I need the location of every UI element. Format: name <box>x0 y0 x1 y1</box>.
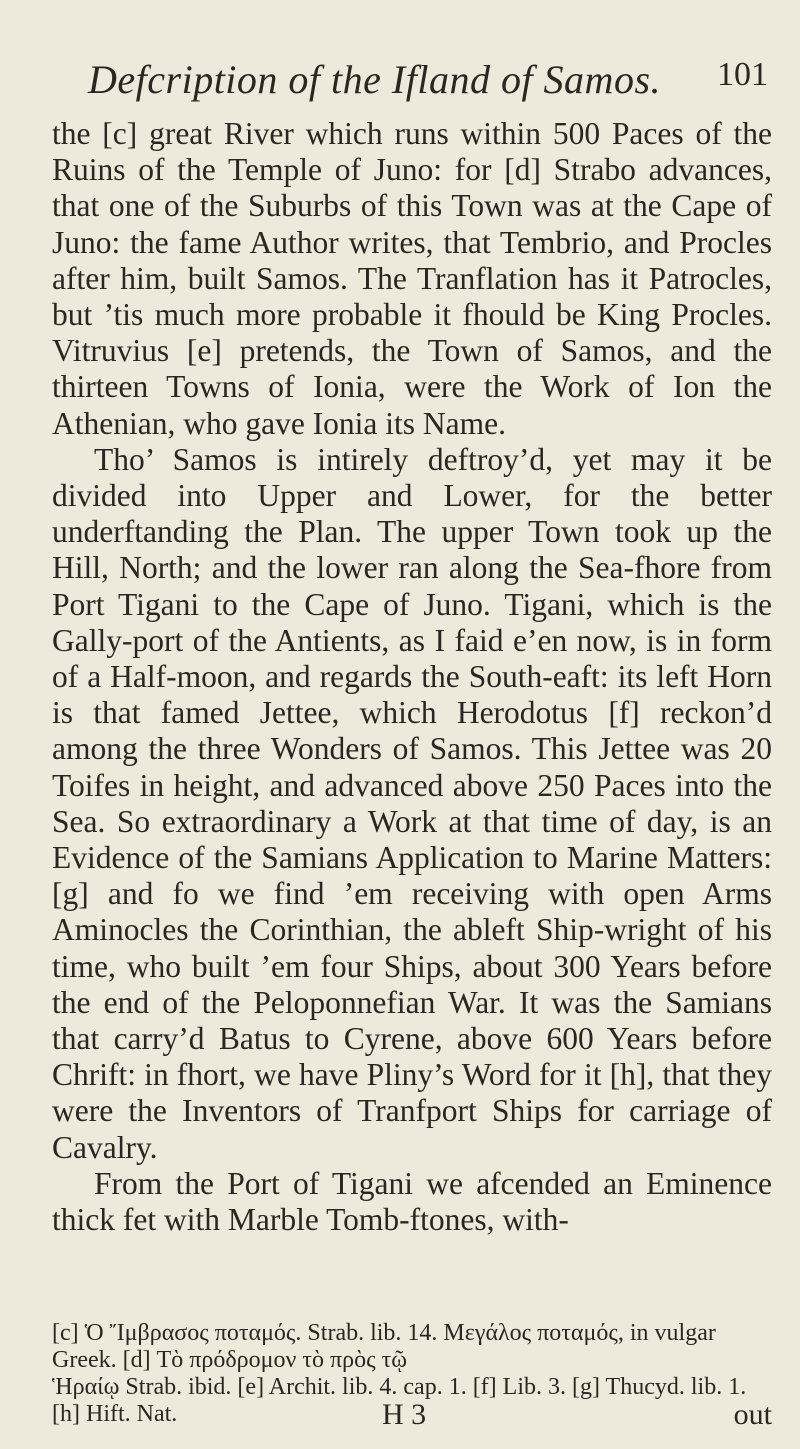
paragraph-1: the [c] great River which runs within 500 Paces of the Ruins of the Temple of Juno: for [d] Strabo advances, that one of the Suburbs of this Town was at the Cape of Juno: the fame Author writes, that Tembrio, and Procles after him, built Samos. The Tranflation has it Patrocles, but ’tis much more probable it fhould be King Procles. Vitruvius [e] pretends, the Town of Samos, and the thirteen Towns of Ionia, were the Work of Ion the Athenian, who gave Ionia its Name. <box>52 116 772 441</box>
signature-mark: H 3 <box>382 1398 427 1431</box>
page-number: 101 <box>717 56 768 93</box>
catchword: out <box>733 1398 772 1431</box>
page-footer <box>52 1398 772 1434</box>
main-text <box>52 116 772 1238</box>
paragraph-2: Tho’ Samos is intirely deftroy’d, yet may it be divided into Upper and Lower, for the better underftanding the Plan. The upper Town took up the Hill, North; and the lower ran along the Sea-fhore from Port Tigani to the Cape of Juno. Tigani, which is the Gally-port of the Antients, as I faid e’en now, is in form of a Half-moon, and regards the South-eaft: its left Horn is that famed Jettee, which Herodotus [f] reckon’d among the three Wonders of Samos. This Jettee was 20 Toifes in height, and advanced above 250 Paces into the Sea. So extraordinary a Work at that time of day, is an Evidence of the Samians Application to Marine Matters: [g] and fo we find ’em receiving with open Arms Aminocles the Corinthian, the ableft Ship-wright of his time, who built ’em four Ships, about 300 Years before the end of the Peloponnefian War. It was the Samians that carry’d Batus to Cyrene, above 600 Years before Chrift: in fhort, we have Pliny’s Word for it [h], that they were the Inventors of Tranfport Ships for carriage of Cavalry. <box>52 441 772 1165</box>
footnote-line-1: [c] Ὁ Ἴμβρασος ποταμός. Strab. lib. 14. Μεγάλος ποταμός, in vulgar Greek. [d] Τὸ πρόδρομον τὸ πρὸς τῷ <box>52 1320 716 1373</box>
footnote-line-2: Ἡραίῳ Strab. ibid. [e] Archit. lib. 4. cap. 1. [f] Lib. 3. [g] Thucyd. lib. 1. [h] Hift. Nat. <box>52 1374 747 1427</box>
running-header <box>88 56 778 106</box>
paragraph-3: From the Port of Tigani we afcended an Eminence thick fet with Marble Tomb-ftones, with- <box>52 1165 772 1238</box>
running-title: Defcription of the Ifland of Samos. <box>88 57 662 102</box>
